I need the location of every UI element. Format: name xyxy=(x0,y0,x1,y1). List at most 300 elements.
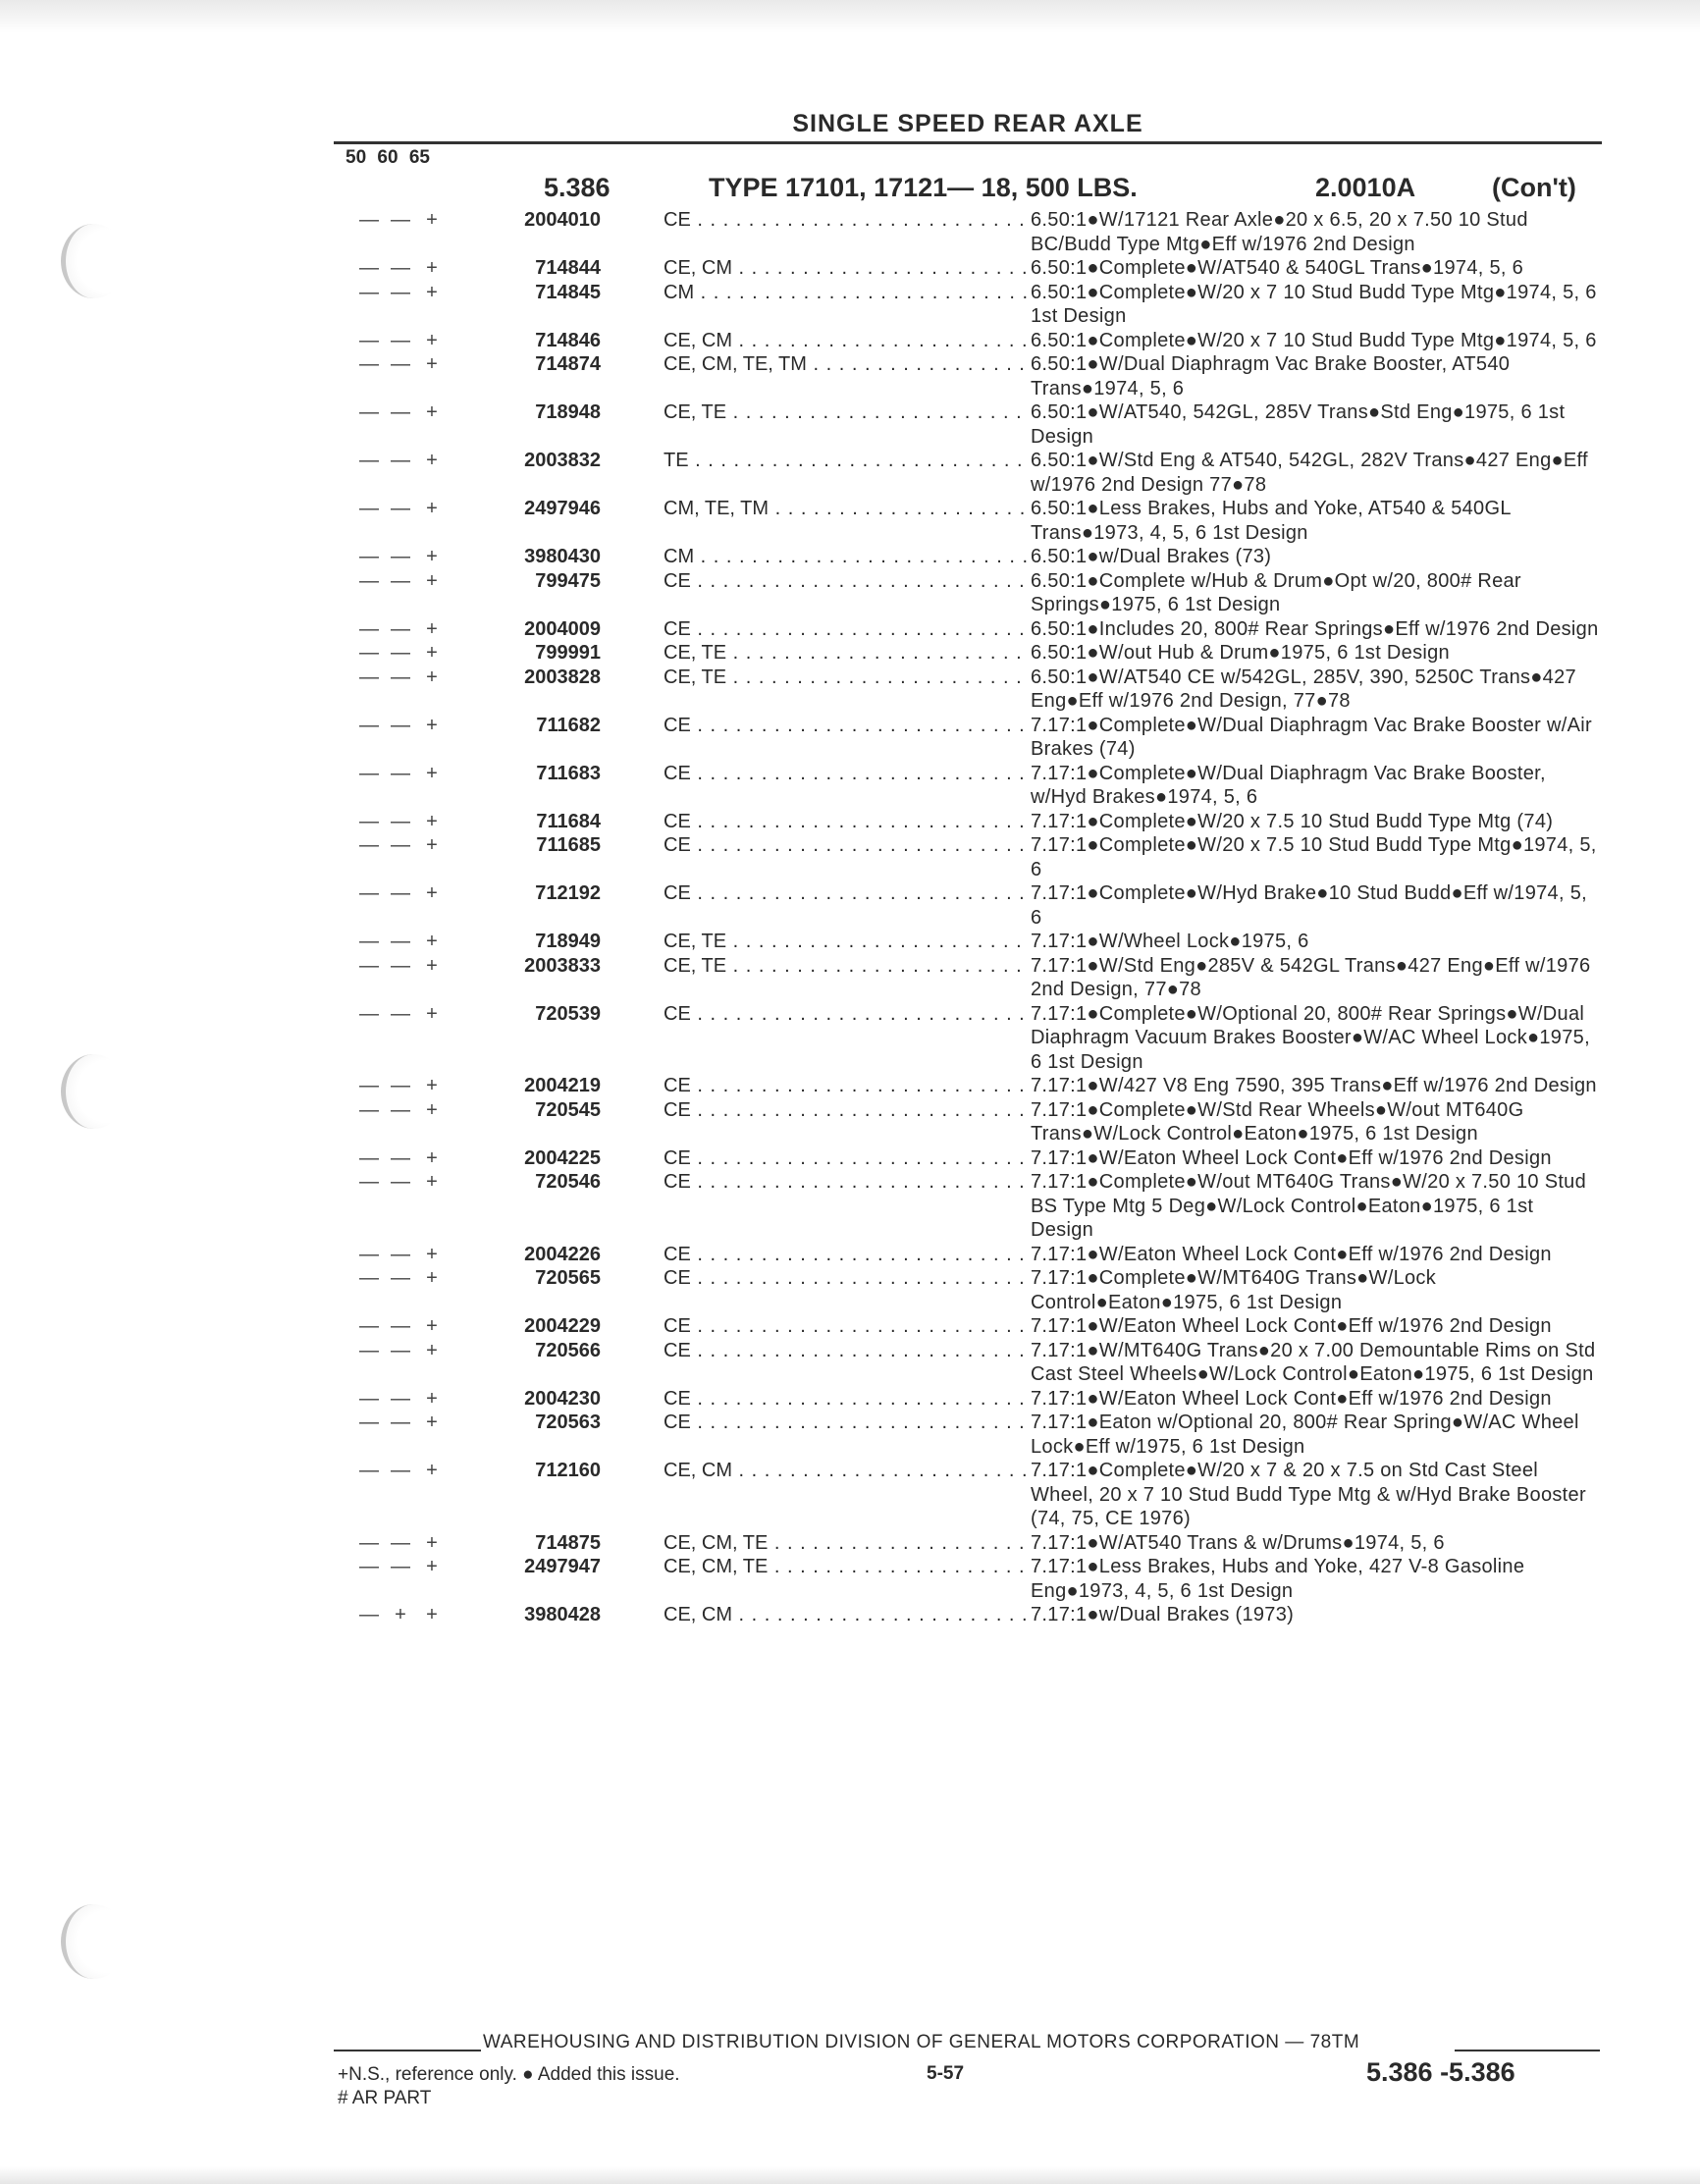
model-codes: CE . . . xyxy=(664,762,1027,786)
part-description: 6.50:1●W/17121 Rear Axle●20 x 6.5, 20 x 7.50 10 Stud BC/Budd Type Mtg●Eff w/1976 2nd Design xyxy=(1031,209,1528,255)
part-number: 720539 xyxy=(535,1002,601,1025)
usage-mark: — xyxy=(391,1556,410,1577)
model-year-usage xyxy=(353,1074,467,1098)
part-number: 720546 xyxy=(535,1171,601,1193)
parts-row xyxy=(334,641,1610,666)
usage-mark: — xyxy=(391,1315,410,1337)
model-codes: CE, CM, TE, TM . . . xyxy=(664,352,1027,377)
model-codes: CE, CM . . . xyxy=(664,329,1027,353)
model-year-usage xyxy=(353,208,467,233)
usage-mark: — xyxy=(391,1243,410,1265)
usage-mark: — xyxy=(391,1460,410,1481)
usage-mark: — xyxy=(359,666,379,688)
model-year-usage xyxy=(353,1098,467,1123)
parts-row xyxy=(334,810,1610,834)
usage-mark: + xyxy=(426,1315,438,1337)
usage-mark: — xyxy=(391,450,410,471)
parts-row xyxy=(334,352,1610,400)
part-description: 7.17:1●Eaton w/Optional 20, 800# Rear Spring●W/AC Wheel Lock●Eff w/1975, 6 1st Design xyxy=(1031,1412,1579,1458)
part-number: 799475 xyxy=(535,569,601,592)
model-codes: CE . . . xyxy=(664,1170,1027,1195)
parts-row xyxy=(334,1098,1610,1146)
usage-mark: + xyxy=(426,666,438,688)
model-codes: CE, TE . . . xyxy=(664,954,1027,979)
model-year-usage xyxy=(353,641,467,666)
part-description: 7.17:1●Complete●W/Dual Diaphragm Vac Brake Booster w/Air Brakes (74) xyxy=(1031,714,1592,760)
model-year-usage xyxy=(353,930,467,954)
usage-mark: — xyxy=(359,1243,379,1265)
parts-row xyxy=(334,617,1610,642)
model-year-usage xyxy=(353,281,467,305)
part-number: 711684 xyxy=(536,810,601,832)
model-codes: TE . . . xyxy=(664,449,1027,473)
parts-row xyxy=(334,329,1610,353)
parts-row xyxy=(334,1531,1610,1556)
usage-mark: — xyxy=(359,1171,379,1193)
parts-row xyxy=(334,881,1610,930)
usage-mark: — xyxy=(391,546,410,567)
usage-mark: + xyxy=(426,714,438,736)
usage-mark: — xyxy=(391,1146,410,1169)
model-year-usage xyxy=(353,617,467,642)
page-edge-top xyxy=(0,0,1700,33)
usage-mark: — xyxy=(391,1387,410,1410)
footer-division: WAREHOUSING AND DISTRIBUTION DIVISION OF GENERAL MOTORS CORPORATION — 78TM xyxy=(483,2032,1360,2052)
part-number: 712160 xyxy=(535,1460,601,1481)
model-codes: CE, CM, TE . . . xyxy=(664,1555,1027,1579)
model-year-usage xyxy=(353,545,467,569)
usage-mark: — xyxy=(391,281,410,303)
usage-mark: — xyxy=(391,931,410,952)
footer-legend xyxy=(338,2063,680,2110)
model-year-usage xyxy=(353,1314,467,1339)
model-codes: CE, TE . . . xyxy=(664,666,1027,690)
legend-line: +N.S., reference only. ● Added this issue. xyxy=(338,2064,680,2085)
usage-mark: — xyxy=(391,642,410,664)
model-year-usage xyxy=(353,329,467,353)
section-range: 5.386 -5.386 xyxy=(1366,2057,1515,2087)
model-codes: CE, CM . . . xyxy=(664,1459,1027,1483)
part-description: 7.17:1●Less Brakes, Hubs and Yoke, 427 V-8 Gasoline Eng●1973, 4, 5, 6 1st Design xyxy=(1031,1556,1525,1602)
model-year-usage xyxy=(353,256,467,281)
usage-mark: + xyxy=(426,617,438,640)
model-year-usage xyxy=(353,1531,467,1556)
usage-mark: + xyxy=(426,401,438,423)
usage-mark: + xyxy=(426,569,438,592)
model-year-usage xyxy=(353,1266,467,1291)
usage-mark: — xyxy=(391,1171,410,1193)
part-number: 720566 xyxy=(535,1339,601,1361)
usage-mark: + xyxy=(426,281,438,303)
parts-row xyxy=(334,1411,1610,1459)
part-number: 714875 xyxy=(535,1531,601,1554)
part-number: 711682 xyxy=(536,714,601,736)
continued-label: (Con't) xyxy=(1492,173,1576,202)
model-codes: CE . . . xyxy=(664,569,1027,594)
model-codes: CE . . . xyxy=(664,208,1027,233)
usage-mark: — xyxy=(359,257,379,279)
part-number: 720563 xyxy=(535,1412,601,1433)
part-description: 7.17:1●W/Eaton Wheel Lock Cont●Eff w/1976 2nd Design xyxy=(1031,1243,1552,1265)
parts-row xyxy=(334,1387,1610,1412)
model-codes: CE, CM . . . xyxy=(664,256,1027,281)
model-year-usage xyxy=(353,1243,467,1267)
usage-mark: — xyxy=(391,1002,410,1025)
usage-mark: + xyxy=(426,329,438,351)
parts-row xyxy=(334,449,1610,497)
model-codes: CE . . . xyxy=(664,1387,1027,1412)
part-description: 7.17:1●Complete●W/20 x 7.5 10 Stud Budd Type Mtg●1974, 5, 6 xyxy=(1031,834,1597,880)
model-year-usage xyxy=(353,881,467,906)
usage-mark: — xyxy=(359,1339,379,1361)
section-code: 5.386 xyxy=(544,173,611,202)
usage-mark: — xyxy=(391,714,410,736)
parts-row xyxy=(334,833,1610,881)
usage-mark: + xyxy=(426,1243,438,1265)
usage-mark: + xyxy=(426,1146,438,1169)
model-codes: CE . . . xyxy=(664,1002,1027,1027)
part-number: 2004229 xyxy=(524,1315,601,1337)
usage-mark: — xyxy=(359,401,379,423)
parts-row xyxy=(334,1459,1610,1531)
usage-mark: + xyxy=(426,353,438,375)
part-number: 714845 xyxy=(535,281,601,303)
model-year-usage xyxy=(353,810,467,834)
parts-list xyxy=(334,208,1610,1627)
usage-mark: + xyxy=(426,1098,438,1121)
model-codes: CE . . . xyxy=(664,1411,1027,1435)
title-rule xyxy=(334,141,1602,144)
part-number: 2003828 xyxy=(524,666,601,688)
part-number: 2497947 xyxy=(524,1556,601,1577)
usage-mark: — xyxy=(359,1604,379,1625)
usage-mark: + xyxy=(426,954,438,977)
usage-mark: — xyxy=(391,1267,410,1289)
part-number: 2004225 xyxy=(524,1146,601,1169)
parts-row xyxy=(334,281,1610,329)
part-description: 7.17:1●w/Dual Brakes (1973) xyxy=(1031,1604,1295,1625)
parts-row xyxy=(334,1266,1610,1314)
part-description: 6.50:1●Complete●W/20 x 7 10 Stud Budd Type Mtg●1974, 5, 6 xyxy=(1031,329,1597,351)
usage-mark: — xyxy=(359,450,379,471)
usage-mark: — xyxy=(359,617,379,640)
usage-mark: + xyxy=(426,882,438,904)
usage-mark: + xyxy=(426,642,438,664)
model-codes: CE, TE . . . xyxy=(664,930,1027,954)
usage-mark: + xyxy=(426,1531,438,1554)
model-codes: CE, CM, TE . . . xyxy=(664,1531,1027,1556)
usage-mark: — xyxy=(359,1531,379,1554)
model-year-usage xyxy=(353,1603,467,1627)
model-codes: CE . . . xyxy=(664,810,1027,834)
model-year-usage xyxy=(353,569,467,594)
usage-mark: + xyxy=(426,1267,438,1289)
usage-mark: — xyxy=(359,931,379,952)
usage-mark: — xyxy=(391,498,410,519)
usage-mark: — xyxy=(359,1267,379,1289)
model-year-usage xyxy=(353,449,467,473)
part-number: 3980428 xyxy=(524,1604,601,1625)
usage-mark: — xyxy=(391,257,410,279)
footer-rule-right xyxy=(1455,2050,1600,2051)
part-number: 2003832 xyxy=(524,450,601,471)
usage-mark: — xyxy=(391,810,410,832)
part-description: 7.17:1●Complete●W/Optional 20, 800# Rear Springs●W/Dual Diaphragm Vacuum Brakes Booster●W/AC Wheel Lock●1975, 6 1st Design xyxy=(1031,1002,1590,1073)
part-description: 6.50:1●W/AT540 CE w/542GL, 285V, 390, 5250C Trans●427 Eng●Eff w/1976 2nd Design, 77●78 xyxy=(1031,666,1576,712)
usage-mark: + xyxy=(426,1556,438,1577)
usage-mark: — xyxy=(359,353,379,375)
parts-row xyxy=(334,208,1610,256)
usage-mark: — xyxy=(359,281,379,303)
usage-mark: + xyxy=(426,209,438,231)
parts-row xyxy=(334,666,1610,714)
usage-mark: + xyxy=(426,1339,438,1361)
parts-row xyxy=(334,1339,1610,1387)
part-description: 7.17:1●W/Eaton Wheel Lock Cont●Eff w/1976 2nd Design xyxy=(1031,1146,1552,1169)
part-description: 7.17:1●Complete●W/Dual Diaphragm Vac Brake Booster, w/Hyd Brakes●1974, 5, 6 xyxy=(1031,762,1546,808)
model-year-usage xyxy=(353,1411,467,1435)
usage-mark: — xyxy=(359,329,379,351)
part-number: 799991 xyxy=(535,642,601,664)
usage-mark: + xyxy=(426,834,438,856)
model-codes: CE . . . xyxy=(664,1074,1027,1098)
usage-mark: — xyxy=(359,1412,379,1433)
part-number: 2003833 xyxy=(524,954,601,977)
usage-mark: + xyxy=(426,1412,438,1433)
usage-mark: — xyxy=(359,1315,379,1337)
part-number: 720565 xyxy=(535,1267,601,1289)
section-header xyxy=(334,173,1602,204)
part-description: 7.17:1●Complete●W/Hyd Brake●10 Stud Budd●Eff w/1974, 5, 6 xyxy=(1031,882,1587,929)
part-number: 2004010 xyxy=(524,209,601,231)
part-description: 7.17:1●W/Std Eng●285V & 542GL Trans●427 Eng●Eff w/1976 2nd Design, 77●78 xyxy=(1031,954,1591,1000)
usage-mark: — xyxy=(359,642,379,664)
usage-mark: + xyxy=(426,450,438,471)
part-number: 714844 xyxy=(535,257,601,279)
legend-line: # AR PART xyxy=(338,2088,432,2108)
part-number: 711685 xyxy=(536,834,601,856)
parts-row xyxy=(334,497,1610,545)
binder-hole-top xyxy=(61,224,127,298)
parts-row xyxy=(334,1002,1610,1075)
part-description: 6.50:1●Complete●W/20 x 7 10 Stud Budd Type Mtg●1974, 5, 6 1st Design xyxy=(1031,281,1597,327)
parts-row xyxy=(334,930,1610,954)
usage-mark: + xyxy=(426,498,438,519)
model-year-usage xyxy=(353,1387,467,1412)
model-year-usage xyxy=(353,497,467,521)
usage-mark: — xyxy=(359,882,379,904)
part-number: 714846 xyxy=(535,329,601,351)
usage-mark: — xyxy=(391,666,410,688)
model-codes: CE . . . xyxy=(664,881,1027,906)
model-year-usage xyxy=(353,1002,467,1027)
usage-mark: — xyxy=(391,954,410,977)
usage-mark: + xyxy=(426,931,438,952)
usage-mark: + xyxy=(395,1604,406,1625)
model-year-usage xyxy=(353,1459,467,1483)
usage-mark: + xyxy=(426,1387,438,1410)
usage-mark: — xyxy=(391,1412,410,1433)
usage-mark: — xyxy=(359,1387,379,1410)
model-codes: CE . . . xyxy=(664,1243,1027,1267)
model-codes: CE . . . xyxy=(664,1098,1027,1123)
model-codes: CE . . . xyxy=(664,1146,1027,1171)
usage-mark: + xyxy=(426,762,438,784)
usage-mark: + xyxy=(426,257,438,279)
model-codes: CE . . . xyxy=(664,1339,1027,1363)
model-year-usage xyxy=(353,833,467,858)
usage-mark: — xyxy=(359,1075,379,1096)
part-description: 7.17:1●W/Eaton Wheel Lock Cont●Eff w/1976 2nd Design xyxy=(1031,1315,1552,1337)
usage-mark: + xyxy=(426,1171,438,1193)
part-number: 2497946 xyxy=(524,498,601,519)
usage-mark: — xyxy=(391,401,410,423)
usage-mark: — xyxy=(359,569,379,592)
model-codes: CM . . . xyxy=(664,281,1027,305)
part-description: 7.17:1●W/427 V8 Eng 7590, 395 Trans●Eff w/1976 2nd Design xyxy=(1031,1075,1597,1096)
part-number: 711683 xyxy=(536,762,601,784)
parts-row xyxy=(334,256,1610,281)
part-description: 6.50:1●W/Std Eng & AT540, 542GL, 282V Trans●427 Eng●Eff w/1976 2nd Design 77●78 xyxy=(1031,450,1588,496)
usage-mark: — xyxy=(391,353,410,375)
part-description: 7.17:1●Complete●W/out MT640G Trans●W/20 x 7.50 10 Stud BS Type Mtg 5 Deg●W/Lock Control●Eaton●1975, 6 1st Design xyxy=(1031,1171,1587,1241)
part-number: 714874 xyxy=(535,353,601,375)
part-description: 7.17:1●Complete●W/20 x 7 & 20 x 7.5 on Std Cast Steel Wheel, 20 x 7 10 Stud Budd Type Mtg & w/Hyd Brake Booster (74, 75, CE 1976) xyxy=(1031,1460,1586,1529)
model-year-usage xyxy=(353,1170,467,1195)
part-description: 7.17:1●W/AT540 Trans & w/Drums●1974, 5, 6 xyxy=(1031,1531,1445,1554)
model-year-usage xyxy=(353,1555,467,1579)
usage-mark: + xyxy=(426,810,438,832)
part-description: 7.17:1●W/Wheel Lock●1975, 6 xyxy=(1031,931,1309,952)
part-number: 718948 xyxy=(535,401,601,423)
model-codes: CE, TE . . . xyxy=(664,641,1027,666)
model-year-usage xyxy=(353,714,467,738)
page-edge-bottom xyxy=(0,2166,1700,2184)
parts-row xyxy=(334,714,1610,762)
part-description: 6.50:1●Complete●W/AT540 & 540GL Trans●1974, 5, 6 xyxy=(1031,257,1524,279)
usage-mark: — xyxy=(391,1075,410,1096)
usage-mark: — xyxy=(391,209,410,231)
part-number: 720545 xyxy=(535,1098,601,1121)
part-description: 6.50:1●Less Brakes, Hubs and Yoke, AT540 & 540GL Trans●1973, 4, 5, 6 1st Design xyxy=(1031,498,1512,544)
binder-hole-bottom xyxy=(61,1904,127,1979)
part-description: 7.17:1●Complete●W/MT640G Trans●W/Lock Control●Eaton●1975, 6 1st Design xyxy=(1031,1267,1437,1313)
usage-mark: — xyxy=(359,810,379,832)
parts-row xyxy=(334,1146,1610,1171)
part-description: 6.50:1●W/out Hub & Drum●1975, 6 1st Design xyxy=(1031,642,1450,664)
usage-mark: — xyxy=(391,569,410,592)
parts-row xyxy=(334,762,1610,810)
model-codes: CE . . . xyxy=(664,714,1027,738)
usage-mark: — xyxy=(391,1531,410,1554)
page-title: SINGLE SPEED REAR AXLE xyxy=(792,110,1143,137)
usage-mark: — xyxy=(359,1146,379,1169)
usage-mark: — xyxy=(391,882,410,904)
parts-row xyxy=(334,1243,1610,1267)
usage-mark: — xyxy=(359,1556,379,1577)
usage-mark: — xyxy=(359,498,379,519)
usage-mark: — xyxy=(359,546,379,567)
usage-mark: — xyxy=(391,329,410,351)
binder-hole-middle xyxy=(61,1054,127,1129)
part-number: 3980430 xyxy=(524,546,601,567)
part-description: 6.50:1●w/Dual Brakes (73) xyxy=(1031,546,1272,567)
usage-mark: — xyxy=(359,1098,379,1121)
model-year-usage xyxy=(353,1339,467,1363)
parts-row xyxy=(334,545,1610,569)
page-number: 5-57 xyxy=(927,2063,965,2084)
usage-mark: — xyxy=(359,1002,379,1025)
usage-mark: — xyxy=(391,617,410,640)
usage-mark: — xyxy=(391,834,410,856)
usage-mark: — xyxy=(359,762,379,784)
parts-row xyxy=(334,1603,1610,1627)
part-number: 2004009 xyxy=(524,617,601,640)
parts-row xyxy=(334,569,1610,617)
part-description: 6.50:1●Complete w/Hub & Drum●Opt w/20, 800# Rear Springs●1975, 6 1st Design xyxy=(1031,569,1521,615)
part-number: 718949 xyxy=(535,931,601,952)
usage-mark: — xyxy=(359,1460,379,1481)
model-year-usage xyxy=(353,954,467,979)
usage-mark: — xyxy=(391,762,410,784)
usage-mark: — xyxy=(359,209,379,231)
model-codes: CE . . . xyxy=(664,617,1027,642)
usage-mark: + xyxy=(426,1460,438,1481)
usage-mark: + xyxy=(426,1604,438,1625)
usage-mark: — xyxy=(359,954,379,977)
model-codes: CE, TE . . . xyxy=(664,400,1027,425)
usage-mark: + xyxy=(426,1075,438,1096)
usage-mark: — xyxy=(359,834,379,856)
model-codes: CE, CM . . . xyxy=(664,1603,1027,1627)
part-number: 2004230 xyxy=(524,1387,601,1410)
usage-mark: + xyxy=(426,546,438,567)
group-number: 2.0010A xyxy=(1315,173,1416,202)
model-codes: CM, TE, TM . . . xyxy=(664,497,1027,521)
part-number: 2004219 xyxy=(524,1075,601,1096)
model-codes: CE . . . xyxy=(664,1314,1027,1339)
usage-mark: — xyxy=(391,1098,410,1121)
model-codes: CE . . . xyxy=(664,833,1027,858)
model-year-usage xyxy=(353,352,467,377)
model-year-usage xyxy=(353,762,467,786)
usage-mark: — xyxy=(359,714,379,736)
part-description: 6.50:1●Includes 20, 800# Rear Springs●Eff w/1976 2nd Design xyxy=(1031,617,1599,640)
model-codes: CM . . . xyxy=(664,545,1027,569)
parts-row xyxy=(334,1074,1610,1098)
usage-mark: — xyxy=(391,1339,410,1361)
part-number: 2004226 xyxy=(524,1243,601,1265)
part-description: 6.50:1●W/AT540, 542GL, 285V Trans●Std Eng●1975, 6 1st Design xyxy=(1031,401,1566,448)
parts-row xyxy=(334,954,1610,1002)
model-years-heading: 50 60 65 xyxy=(345,147,430,168)
part-description: 7.17:1●Complete●W/20 x 7.5 10 Stud Budd Type Mtg (74) xyxy=(1031,810,1554,832)
parts-row xyxy=(334,1314,1610,1339)
model-codes: CE . . . xyxy=(664,1266,1027,1291)
usage-mark: + xyxy=(426,1002,438,1025)
parts-row xyxy=(334,400,1610,449)
part-description: 6.50:1●W/Dual Diaphragm Vac Brake Booster, AT540 Trans●1974, 5, 6 xyxy=(1031,353,1511,400)
model-year-usage xyxy=(353,1146,467,1171)
part-description: 7.17:1●W/MT640G Trans●20 x 7.00 Demountable Rims on Std Cast Steel Wheels●W/Lock Control●Eaton●1975, 6 1st Design xyxy=(1031,1339,1596,1385)
section-type: TYPE 17101, 17121— 18, 500 LBS. xyxy=(709,173,1138,202)
footer-rule-left xyxy=(334,2050,481,2051)
parts-row xyxy=(334,1170,1610,1243)
part-description: 7.17:1●W/Eaton Wheel Lock Cont●Eff w/1976 2nd Design xyxy=(1031,1387,1552,1410)
part-number: 712192 xyxy=(535,882,601,904)
parts-row xyxy=(334,1555,1610,1603)
part-description: 7.17:1●Complete●W/Std Rear Wheels●W/out MT640G Trans●W/Lock Control●Eaton●1975, 6 1st Design xyxy=(1031,1098,1524,1145)
